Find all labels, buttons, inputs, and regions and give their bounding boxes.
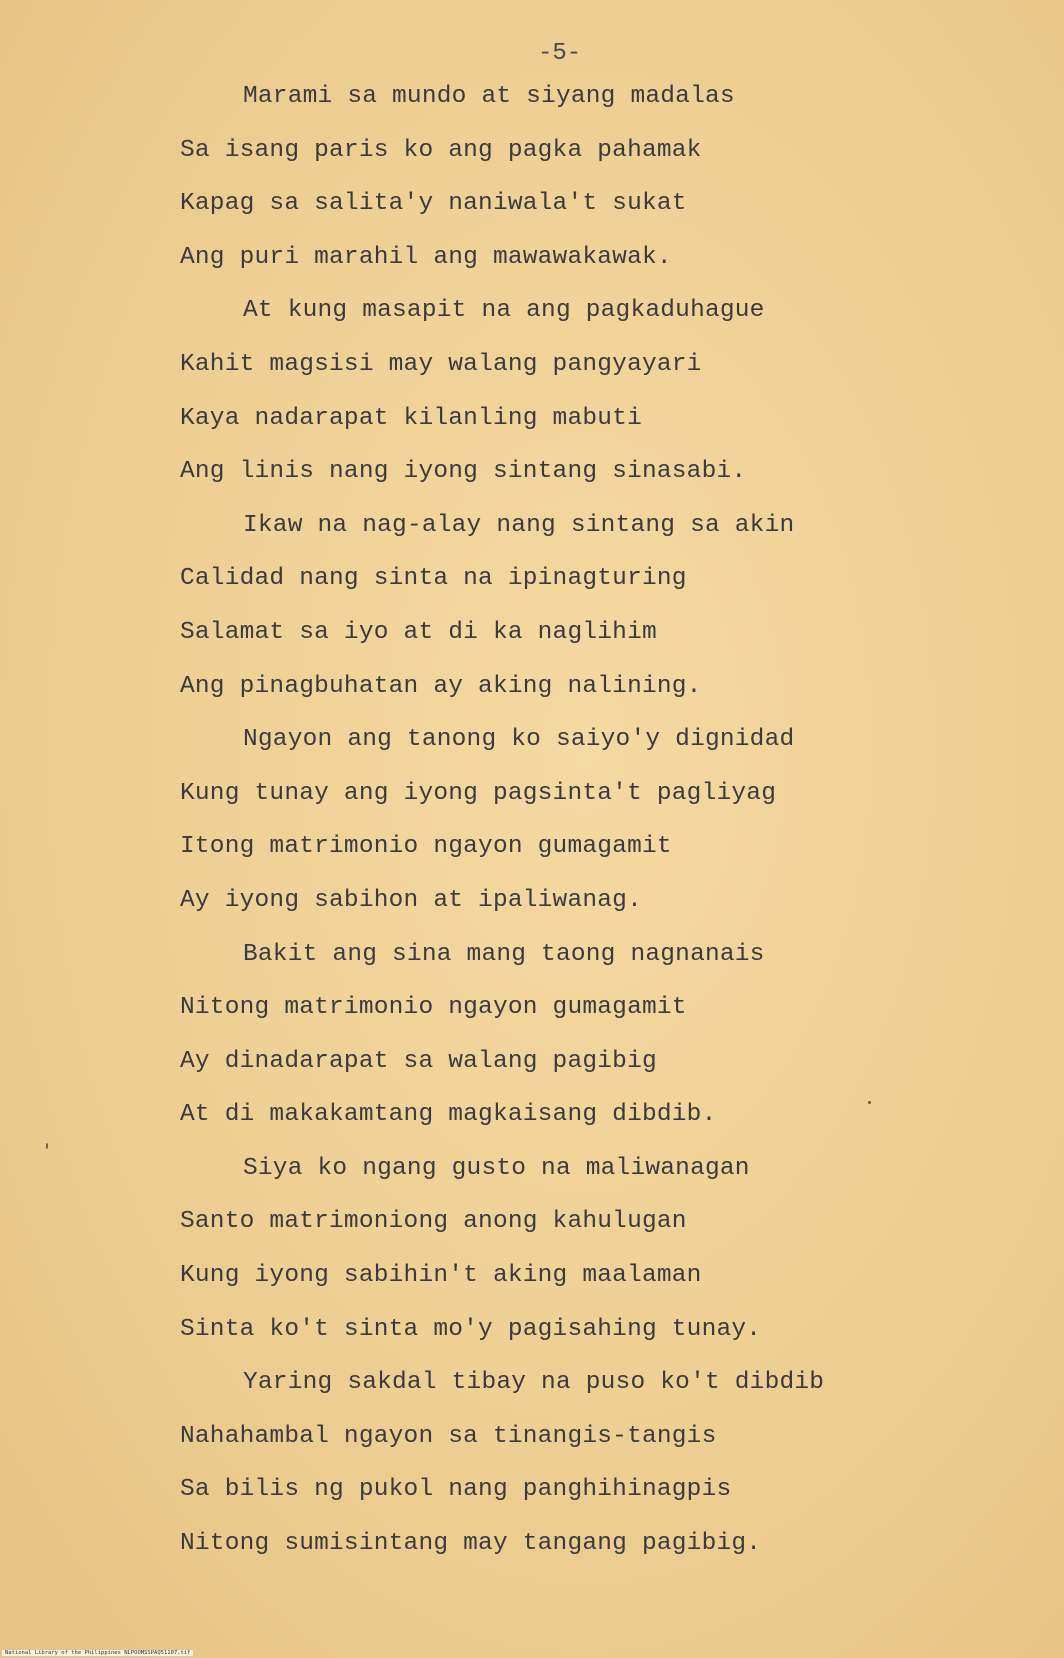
poem-line: Nitong matrimonio ngayon gumagamit bbox=[180, 994, 687, 1022]
poem-line: Kung iyong sabihin't aking maalaman bbox=[180, 1262, 702, 1290]
poem-line: Ikaw na nag-alay nang sintang sa akin bbox=[243, 511, 795, 539]
poem-line: Sinta ko't sinta mo'y pagisahing tunay. bbox=[180, 1315, 762, 1343]
poem-line: Sa bilis ng pukol nang panghihinagpis bbox=[180, 1476, 732, 1504]
poem-line: Ay dinadarapat sa walang pagibig bbox=[180, 1047, 657, 1075]
poem-line: At di makakamtang magkaisang dibdib. bbox=[180, 1101, 717, 1129]
poem-line: Kapag sa salita'y naniwala't sukat bbox=[180, 190, 687, 218]
poem-line: Yaring sakdal tibay na puso ko't dibdib bbox=[243, 1369, 825, 1397]
poem-line: Ang pinagbuhatan ay aking nalining. bbox=[180, 672, 702, 700]
poem-line: Calidad nang sinta na ipinagturing bbox=[180, 565, 687, 593]
poem-line: Bakit ang sina mang taong nagnanais bbox=[243, 940, 765, 968]
poem-line: Salamat sa iyo at di ka naglihim bbox=[180, 618, 657, 646]
poem-line: Nahahambal ngayon sa tinangis-tangis bbox=[180, 1422, 717, 1450]
paper-speck bbox=[868, 1101, 871, 1104]
poem-body bbox=[0, 70, 1064, 1571]
poem-line: Ang linis nang iyong sintang sinasabi. bbox=[180, 458, 747, 486]
poem-line: Marami sa mundo at siyang madalas bbox=[243, 83, 735, 110]
poem-line: Kung tunay ang iyong pagsinta't pagliyag bbox=[180, 779, 777, 807]
poem-line: Santo matrimoniong anong kahulugan bbox=[180, 1208, 687, 1236]
poem-line: Nitong sumisintang may tangang pagibig. bbox=[180, 1530, 762, 1558]
poem-line: Siya ko ngang gusto na maliwanagan bbox=[243, 1154, 750, 1182]
poem-line: Sa isang paris ko ang pagka pahamak bbox=[180, 136, 702, 164]
archive-footer: National Library of the Philippines NLPOOMSSPAQ51107.tif bbox=[2, 1650, 193, 1656]
poem-line: Kaya nadarapat kilanling mabuti bbox=[180, 404, 642, 432]
poem-line: Itong matrimonio ngayon gumagamit bbox=[180, 833, 672, 861]
paper-speck bbox=[46, 1143, 48, 1149]
poem-line: Kahit magsisi may walang pangyayari bbox=[180, 350, 702, 378]
page-number: -5- bbox=[538, 40, 582, 67]
poem-line: Ang puri marahil ang mawawakawak. bbox=[180, 243, 672, 271]
poem-line: Ngayon ang tanong ko saiyo'y dignidad bbox=[243, 726, 795, 754]
poem-line: Ay iyong sabihon at ipaliwanag. bbox=[180, 886, 642, 914]
poem-line: At kung masapit na ang pagkaduhague bbox=[243, 297, 765, 325]
